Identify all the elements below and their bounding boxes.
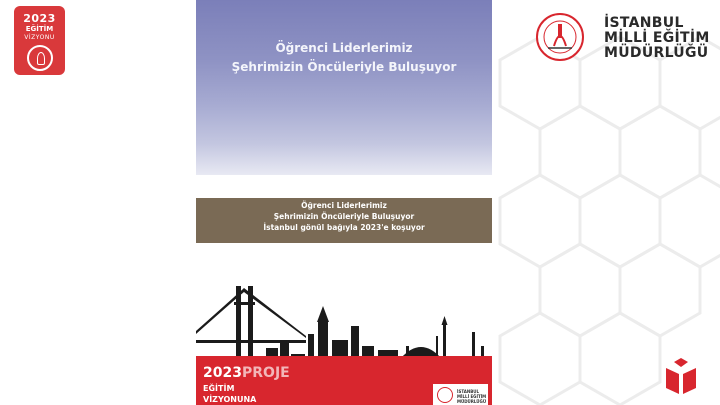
poster-sky-area <box>196 0 492 175</box>
poster-top-title <box>196 39 492 77</box>
poster-mini-logo <box>433 384 488 405</box>
badge-year: 2023 <box>23 12 56 25</box>
badge-word-egitim: EĞİTİM <box>25 25 54 33</box>
logo-line-3: MÜDÜRLÜĞÜ <box>604 45 709 61</box>
ministry-seal-icon <box>530 12 598 62</box>
project-year: 2023 <box>203 365 242 381</box>
logo-line-2: MİLLİ EĞİTİM <box>604 30 710 46</box>
project-line-vizyonuna: VİZYONUNA <box>203 395 257 404</box>
project-line-egitim: EĞİTİM <box>203 384 235 393</box>
project-poster <box>196 0 492 405</box>
strip-line-3: İstanbul gönül bağıyla 2023'e koşuyor <box>263 223 425 232</box>
strip-line-2: Şehrimizin Öncüleriyle Buluşuyor <box>273 212 415 221</box>
project-word: PROJE <box>242 365 290 381</box>
istanbul-meb-logo-text <box>604 16 714 61</box>
mini-logo-text: İSTANBUL MİLLİ EĞİTİM MÜDÜRLÜĞÜ <box>457 389 487 404</box>
strip-line-1: Öğrenci Liderlerimiz <box>301 201 387 210</box>
poster-caption-strip <box>196 198 492 243</box>
badge-word-vizyonu: VİZYONU <box>24 34 55 41</box>
poster-title-line-2: Şehrimizin Öncüleriyle Buluşuyor <box>231 60 457 74</box>
open-book-icon <box>662 356 700 396</box>
logo-line-1: İSTANBUL <box>604 15 684 31</box>
mini-seal-icon <box>437 387 453 403</box>
poster-title-line-1: Öğrenci Liderlerimiz <box>275 41 413 55</box>
vision-2023-badge <box>14 6 65 75</box>
ministry-emblem-icon <box>27 45 53 71</box>
